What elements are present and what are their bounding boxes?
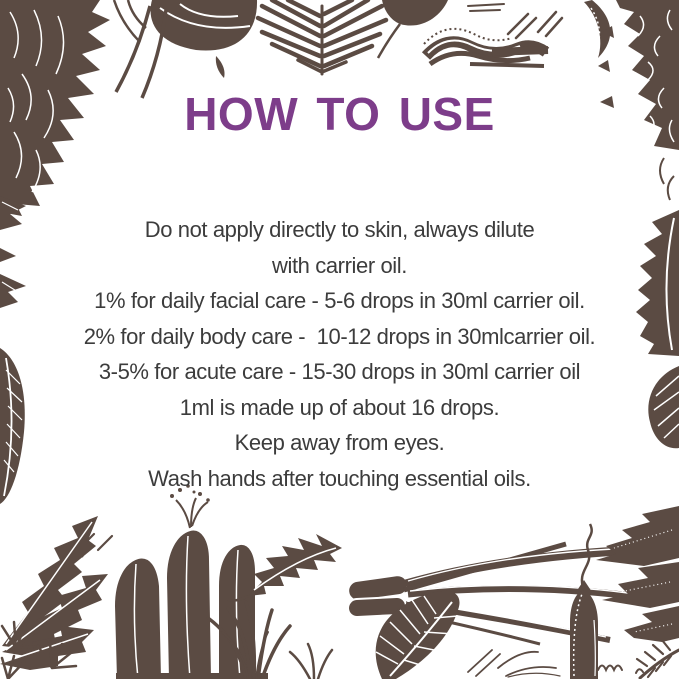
instruction-line: 2% for daily body care - 10-12 drops in 30mlcarrier oil. xyxy=(83,323,596,349)
instruction-line: 3-5% for acute care - 15-30 drops in 30ml carrier oil xyxy=(98,359,581,384)
instructions-block xyxy=(0,212,679,496)
instruction-line: 1ml is made up of about 16 drops. xyxy=(179,394,500,420)
instruction-line: 1% for daily facial care - 5-6 drops in 30ml carrier oil. xyxy=(94,288,585,313)
instruction-line: with carrier oil. xyxy=(271,252,407,278)
fern-icon xyxy=(598,640,679,678)
dandelion-right-icon xyxy=(596,506,679,642)
instruction-line: Wash hands after touching essential oils. xyxy=(148,465,531,491)
chili-pepper-icon xyxy=(570,524,598,679)
page-title: HOW TO USE xyxy=(184,88,495,140)
instruction-line: Do not apply directly to skin, always dilute xyxy=(144,217,535,242)
instruction-line: Keep away from eyes. xyxy=(234,430,445,455)
grass-scribbles-icon xyxy=(468,650,560,677)
